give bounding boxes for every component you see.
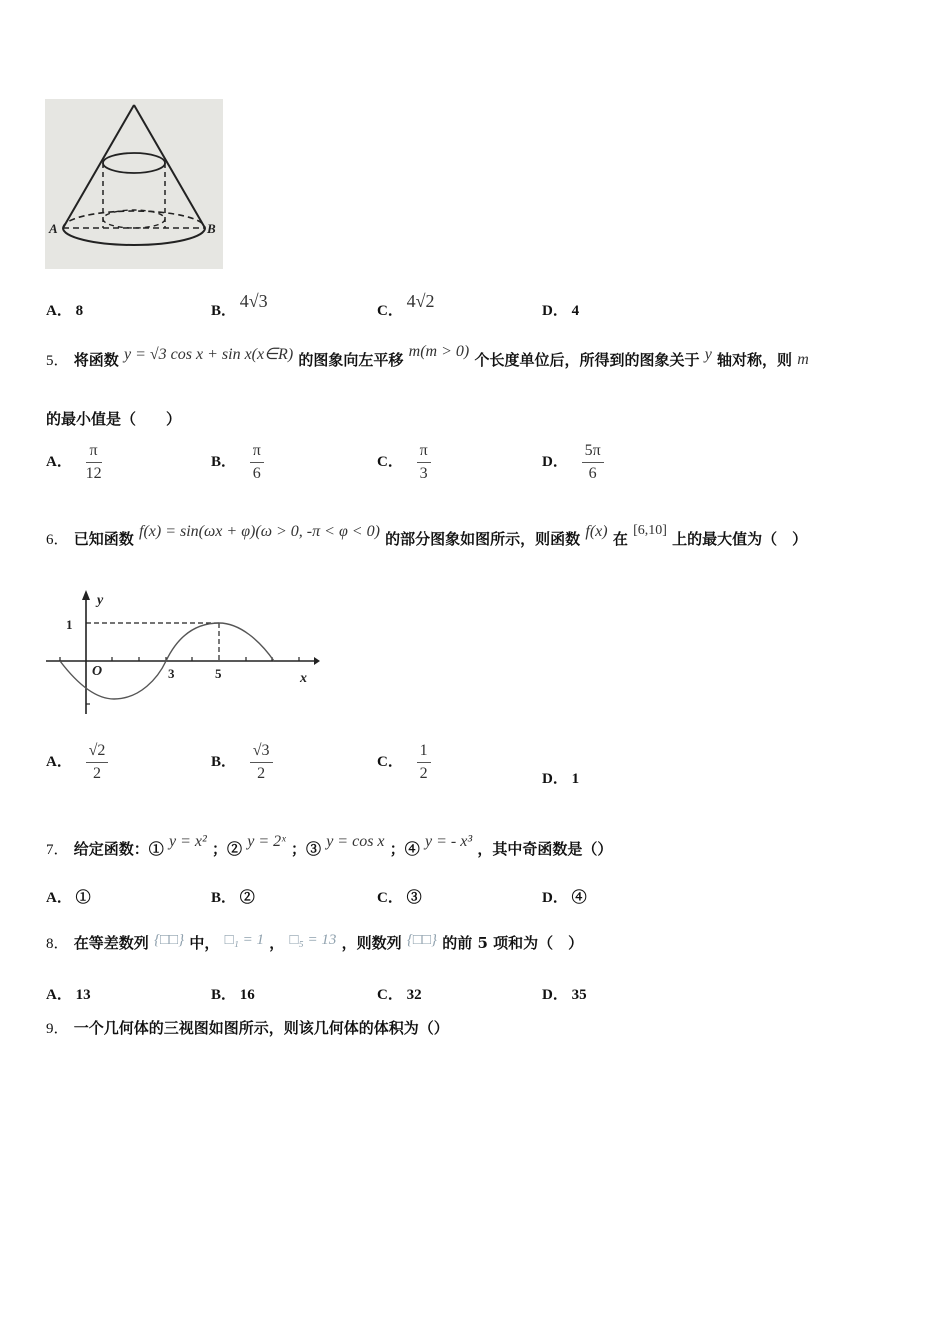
q5-text-1: 将函数 [73, 351, 119, 369]
q7-option-c[interactable] [377, 886, 422, 907]
option-letter: D． [542, 890, 568, 906]
option-value: 4√3 [239, 291, 268, 311]
option-value: ② [239, 890, 255, 906]
option-letter: B． [211, 987, 237, 1003]
q8-option-d[interactable] [542, 983, 587, 1004]
q6-func: f(x) [585, 523, 608, 540]
q8-text-2: 中， [189, 934, 220, 952]
q6-text-4: 上的最大值为（ ） [672, 530, 808, 548]
option-letter: B． [211, 890, 237, 906]
option-value: 16 [239, 987, 255, 1003]
q6-interval: [6,10] [633, 523, 667, 538]
option-letter: C． [377, 890, 403, 906]
fraction [86, 442, 102, 483]
q5-var: m [797, 351, 809, 368]
q6-text-1: 已知函数 [73, 530, 134, 548]
numerator: π [417, 442, 431, 463]
q8-option-a[interactable] [46, 983, 91, 1004]
question-number: 9． [46, 1021, 69, 1037]
q7-sep-3: ；③ [290, 840, 321, 858]
sine-graph [42, 586, 320, 718]
q7-text-end: ，其中奇函数是（） [477, 840, 613, 858]
q8-sequence: {□□} [154, 932, 185, 948]
option-value: 13 [75, 987, 91, 1003]
x-axis-label: x [300, 671, 307, 686]
q5-formula: y = √3 cos x + sin x(x∈R) [124, 346, 294, 363]
numerator: √2 [86, 742, 109, 763]
point-b-label: B [207, 221, 216, 236]
fraction [417, 742, 431, 783]
y-tick-one: 1 [66, 617, 73, 632]
question-number: 6． [46, 532, 69, 548]
denominator: 2 [419, 765, 428, 782]
fraction [582, 442, 604, 483]
q8-option-c[interactable] [377, 983, 422, 1004]
point-a-label: A [49, 221, 58, 236]
option-value: 35 [571, 987, 587, 1003]
q9-text: 一个几何体的三视图如图所示，则该几何体的体积为（） [73, 1019, 449, 1037]
fraction [417, 442, 431, 483]
option-letter: A． [46, 890, 72, 906]
denominator: 3 [419, 465, 428, 482]
q8-first-term: □₁ = 1 [224, 932, 265, 948]
option-letter: D． [542, 987, 568, 1003]
denominator: 12 [85, 465, 102, 482]
numerator: 5π [582, 442, 604, 463]
q7-option-d[interactable] [542, 886, 587, 907]
q4-option-d[interactable] [542, 299, 579, 320]
option-letter: D． [542, 771, 568, 787]
q6-formula: f(x) = sin(ωx + φ)(ω > 0, -π < φ < 0) [139, 523, 380, 540]
fraction [86, 742, 109, 783]
option-value: ③ [406, 890, 422, 906]
q7-stem [46, 833, 613, 859]
q6-text-2: 的部分图象如图所示，则函数 [385, 530, 581, 548]
option-letter: C． [377, 303, 403, 319]
q8-text-3: ，则数列 [341, 934, 402, 952]
q6-option-c[interactable] [377, 742, 431, 783]
option-letter: D． [542, 453, 568, 470]
option-letter: C． [377, 987, 403, 1003]
denominator: 6 [588, 465, 597, 482]
q8-option-b[interactable] [211, 983, 255, 1004]
q4-option-a[interactable] [46, 299, 83, 320]
option-letter: D． [542, 303, 568, 319]
q6-option-a[interactable] [46, 742, 108, 783]
q5-text-3: 个长度单位后，所得到的图象关于 [474, 351, 700, 369]
q4-option-c[interactable] [377, 291, 435, 319]
q8-text-4: 的前 5 项和为（ ） [442, 934, 584, 952]
x-tick-five: 5 [215, 666, 222, 681]
q8-text-1: 在等差数列 [73, 934, 149, 952]
option-letter: A． [46, 303, 72, 319]
option-letter: A． [46, 753, 72, 770]
q7-function-3: y = cos x [326, 833, 385, 850]
option-letter: B． [211, 453, 237, 470]
denominator: 6 [252, 465, 261, 482]
question-number: 7． [46, 842, 69, 858]
question-number: 8． [46, 936, 69, 952]
numerator: π [86, 442, 102, 463]
x-tick-three: 3 [168, 666, 175, 681]
option-letter: C． [377, 453, 403, 470]
option-value: 4 [571, 303, 580, 319]
q7-sep-4: ；④ [389, 840, 420, 858]
denominator: 2 [92, 765, 101, 782]
q6-stem [46, 523, 808, 549]
fraction [250, 742, 273, 783]
option-value: ④ [571, 890, 587, 906]
q5-shift: m(m > 0) [408, 343, 470, 360]
option-value: 32 [406, 987, 422, 1003]
q6-option-b[interactable] [211, 742, 273, 783]
q6-text-3: 在 [612, 530, 628, 548]
q7-text-1: 给定函数：① [73, 840, 164, 858]
q5-text-4: 轴对称，则 [717, 351, 793, 369]
q7-function-1: y = x² [169, 833, 207, 850]
q5-text-2: 的图象向左平移 [298, 351, 404, 369]
q5-option-d[interactable] [542, 442, 604, 483]
fraction [250, 442, 264, 483]
cone-cylinder-figure [45, 99, 223, 269]
q5-option-a[interactable] [46, 442, 102, 483]
denominator: 2 [257, 765, 266, 782]
option-value: 4√2 [406, 291, 435, 311]
option-letter: C． [377, 753, 403, 770]
option-letter: B． [211, 303, 237, 319]
q8-sequence-2: {□□} [406, 932, 438, 948]
numerator: π [250, 442, 264, 463]
option-value: 1 [571, 771, 580, 787]
option-letter: A． [46, 987, 72, 1003]
q7-option-b[interactable] [211, 886, 255, 907]
option-value: 8 [75, 303, 84, 319]
q7-sep-2: ；② [212, 840, 243, 858]
numerator: √3 [250, 742, 273, 763]
q4-option-b[interactable] [211, 291, 268, 319]
q5-axis: y [704, 346, 712, 363]
q7-function-4: y = - x³ [425, 833, 473, 850]
origin-label: O [92, 664, 103, 679]
q8-comma: ， [269, 934, 285, 952]
q5-stem-line2: 的最小值是（ ） [46, 410, 182, 428]
option-letter: A． [46, 453, 72, 470]
q8-fifth-term: □₅ = 13 [289, 932, 337, 948]
q5-option-b[interactable] [211, 442, 264, 483]
option-letter: B． [211, 753, 237, 770]
q5-option-c[interactable] [377, 442, 431, 483]
numerator: 1 [417, 742, 431, 763]
q9-stem [46, 1017, 449, 1038]
q7-function-2: y = 2ˣ [247, 833, 286, 850]
option-value: ① [75, 890, 91, 906]
y-axis-label: y [97, 593, 104, 608]
question-number: 5． [46, 353, 69, 369]
q5-stem [46, 343, 809, 370]
q8-stem [46, 932, 583, 953]
q7-option-a[interactable] [46, 886, 91, 907]
q6-option-d[interactable] [542, 767, 579, 788]
